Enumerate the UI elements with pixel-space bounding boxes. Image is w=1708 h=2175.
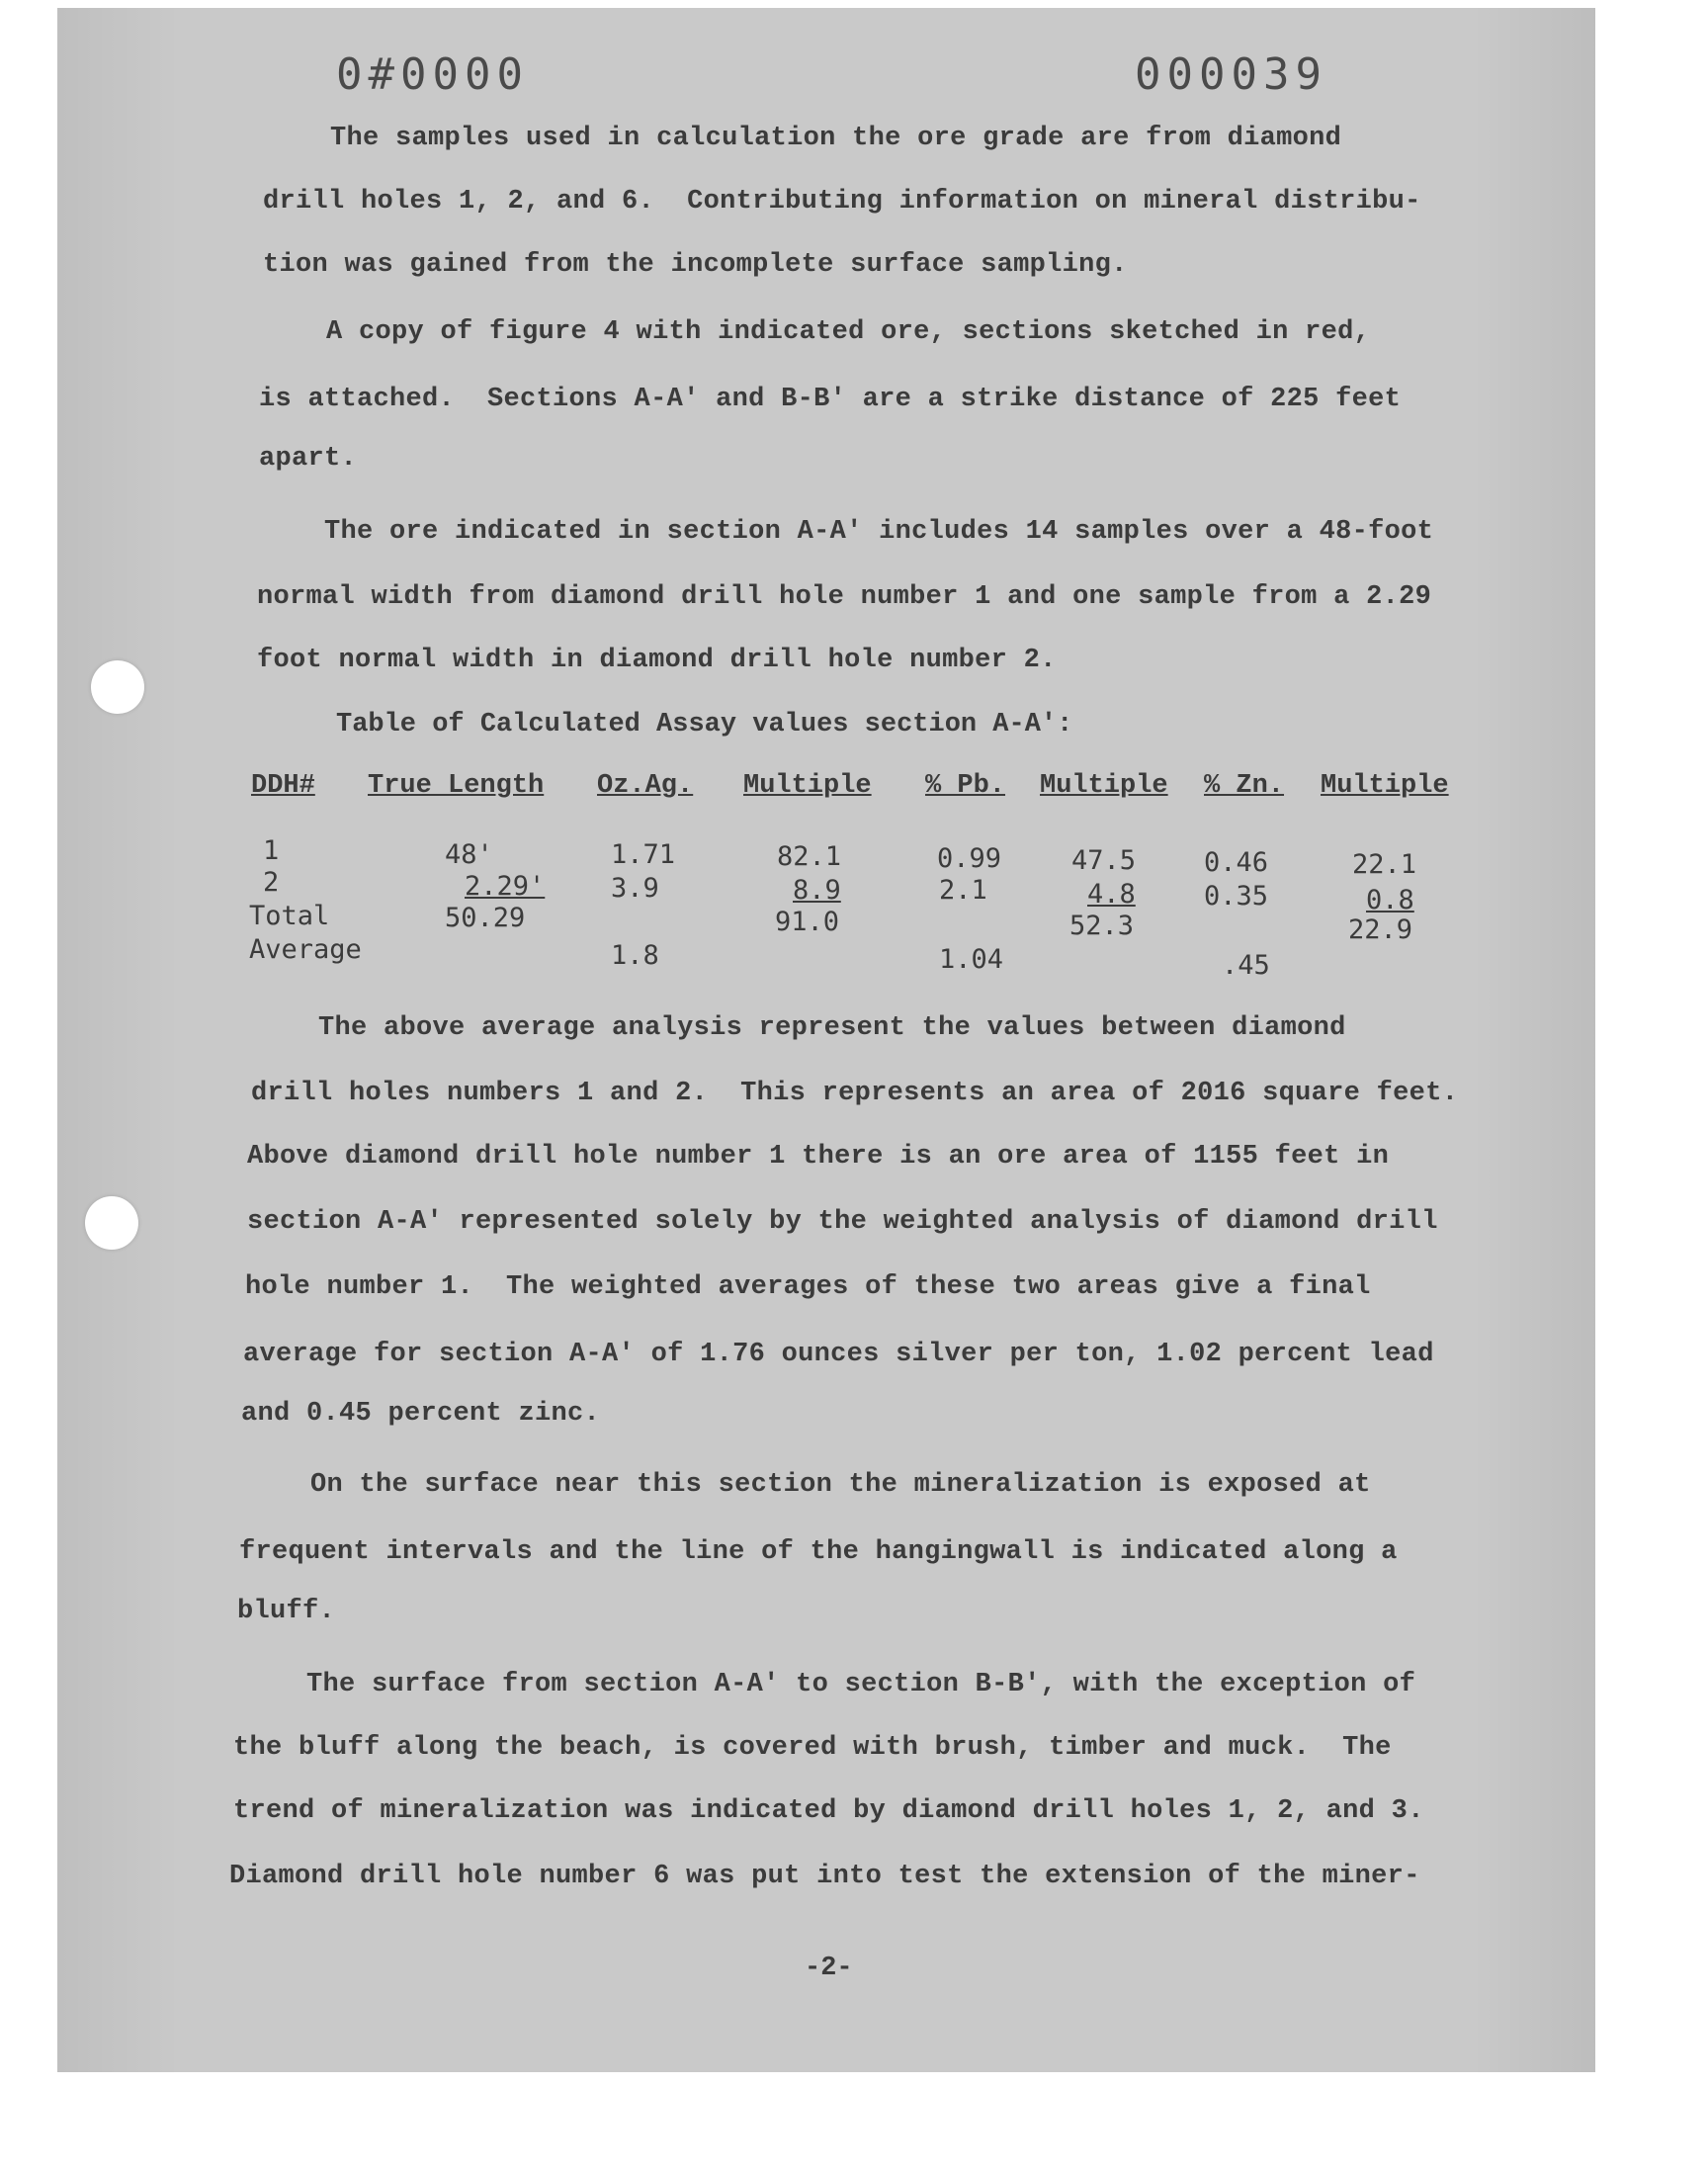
table-cell: 22.9 xyxy=(1348,914,1413,945)
table-cell: 2 xyxy=(263,867,280,898)
paragraph-line: normal width from diamond drill hole number 1 and one sample from a 2.29 xyxy=(257,582,1432,612)
paragraph-line: foot normal width in diamond drill hole number 2. xyxy=(257,646,1057,675)
table-cell: 1 xyxy=(263,835,280,866)
column-header: % Pb. xyxy=(925,771,1006,801)
column-header: True Length xyxy=(368,771,545,801)
column-header: Multiple xyxy=(1040,771,1168,801)
page-margin xyxy=(0,2072,1708,2175)
table-cell: .45 xyxy=(1222,950,1270,981)
paragraph-line: drill holes numbers 1 and 2. This represents an area of 2016 square feet. xyxy=(251,1079,1459,1108)
paragraph-line: Above diamond drill hole number 1 there is an ore area of 1155 feet in xyxy=(247,1142,1390,1172)
paragraph-line: section A-A' represented solely by the weighted analysis of diamond drill xyxy=(247,1207,1438,1237)
table-cell: 52.3 xyxy=(1069,911,1135,941)
column-header: Multiple xyxy=(743,771,872,801)
table-cell: Average xyxy=(249,934,362,965)
document-stamp-left: 0#0000 xyxy=(336,49,529,100)
paragraph-line: drill holes 1, 2, and 6. Contributing information on mineral distribu- xyxy=(263,187,1421,217)
table-cell: 4.8 xyxy=(1087,879,1136,910)
paragraph-line: bluff. xyxy=(237,1597,336,1626)
table-caption: Table of Calculated Assay values section A-A': xyxy=(336,710,1073,740)
table-cell: 47.5 xyxy=(1071,845,1137,876)
punch-hole-lower xyxy=(85,1196,138,1250)
table-cell: Total xyxy=(249,901,330,931)
page-number: -2- xyxy=(805,1954,853,1983)
table-cell: 3.9 xyxy=(611,873,659,904)
table-cell: 82.1 xyxy=(777,841,842,872)
column-header: Multiple xyxy=(1321,771,1449,801)
paragraph-line: The samples used in calculation the ore grade are from diamond xyxy=(265,124,1342,153)
table-cell: 1.71 xyxy=(611,839,676,870)
table-cell: 0.8 xyxy=(1366,885,1414,915)
punch-hole-upper xyxy=(91,660,144,714)
paragraph-line: tion was gained from the incomplete surface sampling. xyxy=(263,250,1128,280)
table-cell: 22.1 xyxy=(1352,849,1417,880)
table-cell: 1.04 xyxy=(939,944,1004,975)
paragraph-line: apart. xyxy=(259,444,358,474)
paragraph-line: trend of mineralization was indicated by diamond drill holes 1, 2, and 3. xyxy=(233,1796,1424,1826)
table-cell: 8.9 xyxy=(793,875,841,906)
table-cell: 2.1 xyxy=(939,875,987,906)
table-cell: 48' xyxy=(445,839,493,870)
table-cell: 2.29' xyxy=(465,871,546,902)
paragraph-line: is attached. Sections A-A' and B-B' are a strike distance of 225 feet xyxy=(259,385,1402,414)
paragraph-line: A copy of figure 4 with indicated ore, sections sketched in red, xyxy=(261,317,1371,347)
paragraph-line: and 0.45 percent zinc. xyxy=(241,1399,601,1429)
paragraph-line: Diamond drill hole number 6 was put into test the extension of the miner- xyxy=(229,1862,1420,1891)
paragraph-line: The surface from section A-A' to section B-B', with the exception of xyxy=(241,1670,1416,1699)
paragraph-line: The ore indicated in section A-A' includes 14 samples over a 48-foot xyxy=(259,517,1434,547)
paragraph-line: the bluff along the beach, is covered with brush, timber and muck. The xyxy=(233,1733,1392,1763)
table-cell: 0.99 xyxy=(937,843,1002,874)
table-cell: 0.35 xyxy=(1204,881,1269,912)
table-cell: 50.29 xyxy=(445,903,526,933)
paragraph-line: The above average analysis represent the values between diamond xyxy=(253,1013,1346,1043)
table-cell: 1.8 xyxy=(611,940,659,971)
document-stamp-right: 000039 xyxy=(1135,49,1327,100)
table-cell: 0.46 xyxy=(1204,847,1269,878)
paragraph-line: average for section A-A' of 1.76 ounces silver per ton, 1.02 percent lead xyxy=(243,1340,1434,1369)
column-header: DDH# xyxy=(251,771,315,801)
column-header: Oz.Ag. xyxy=(597,771,694,801)
table-cell: 91.0 xyxy=(775,907,840,937)
paragraph-line: frequent intervals and the line of the hangingwall is indicated along a xyxy=(239,1537,1398,1567)
column-header: % Zn. xyxy=(1204,771,1285,801)
paragraph-line: On the surface near this section the mineralization is exposed at xyxy=(245,1470,1371,1500)
paragraph-line: hole number 1. The weighted averages of these two areas give a final xyxy=(245,1272,1371,1302)
